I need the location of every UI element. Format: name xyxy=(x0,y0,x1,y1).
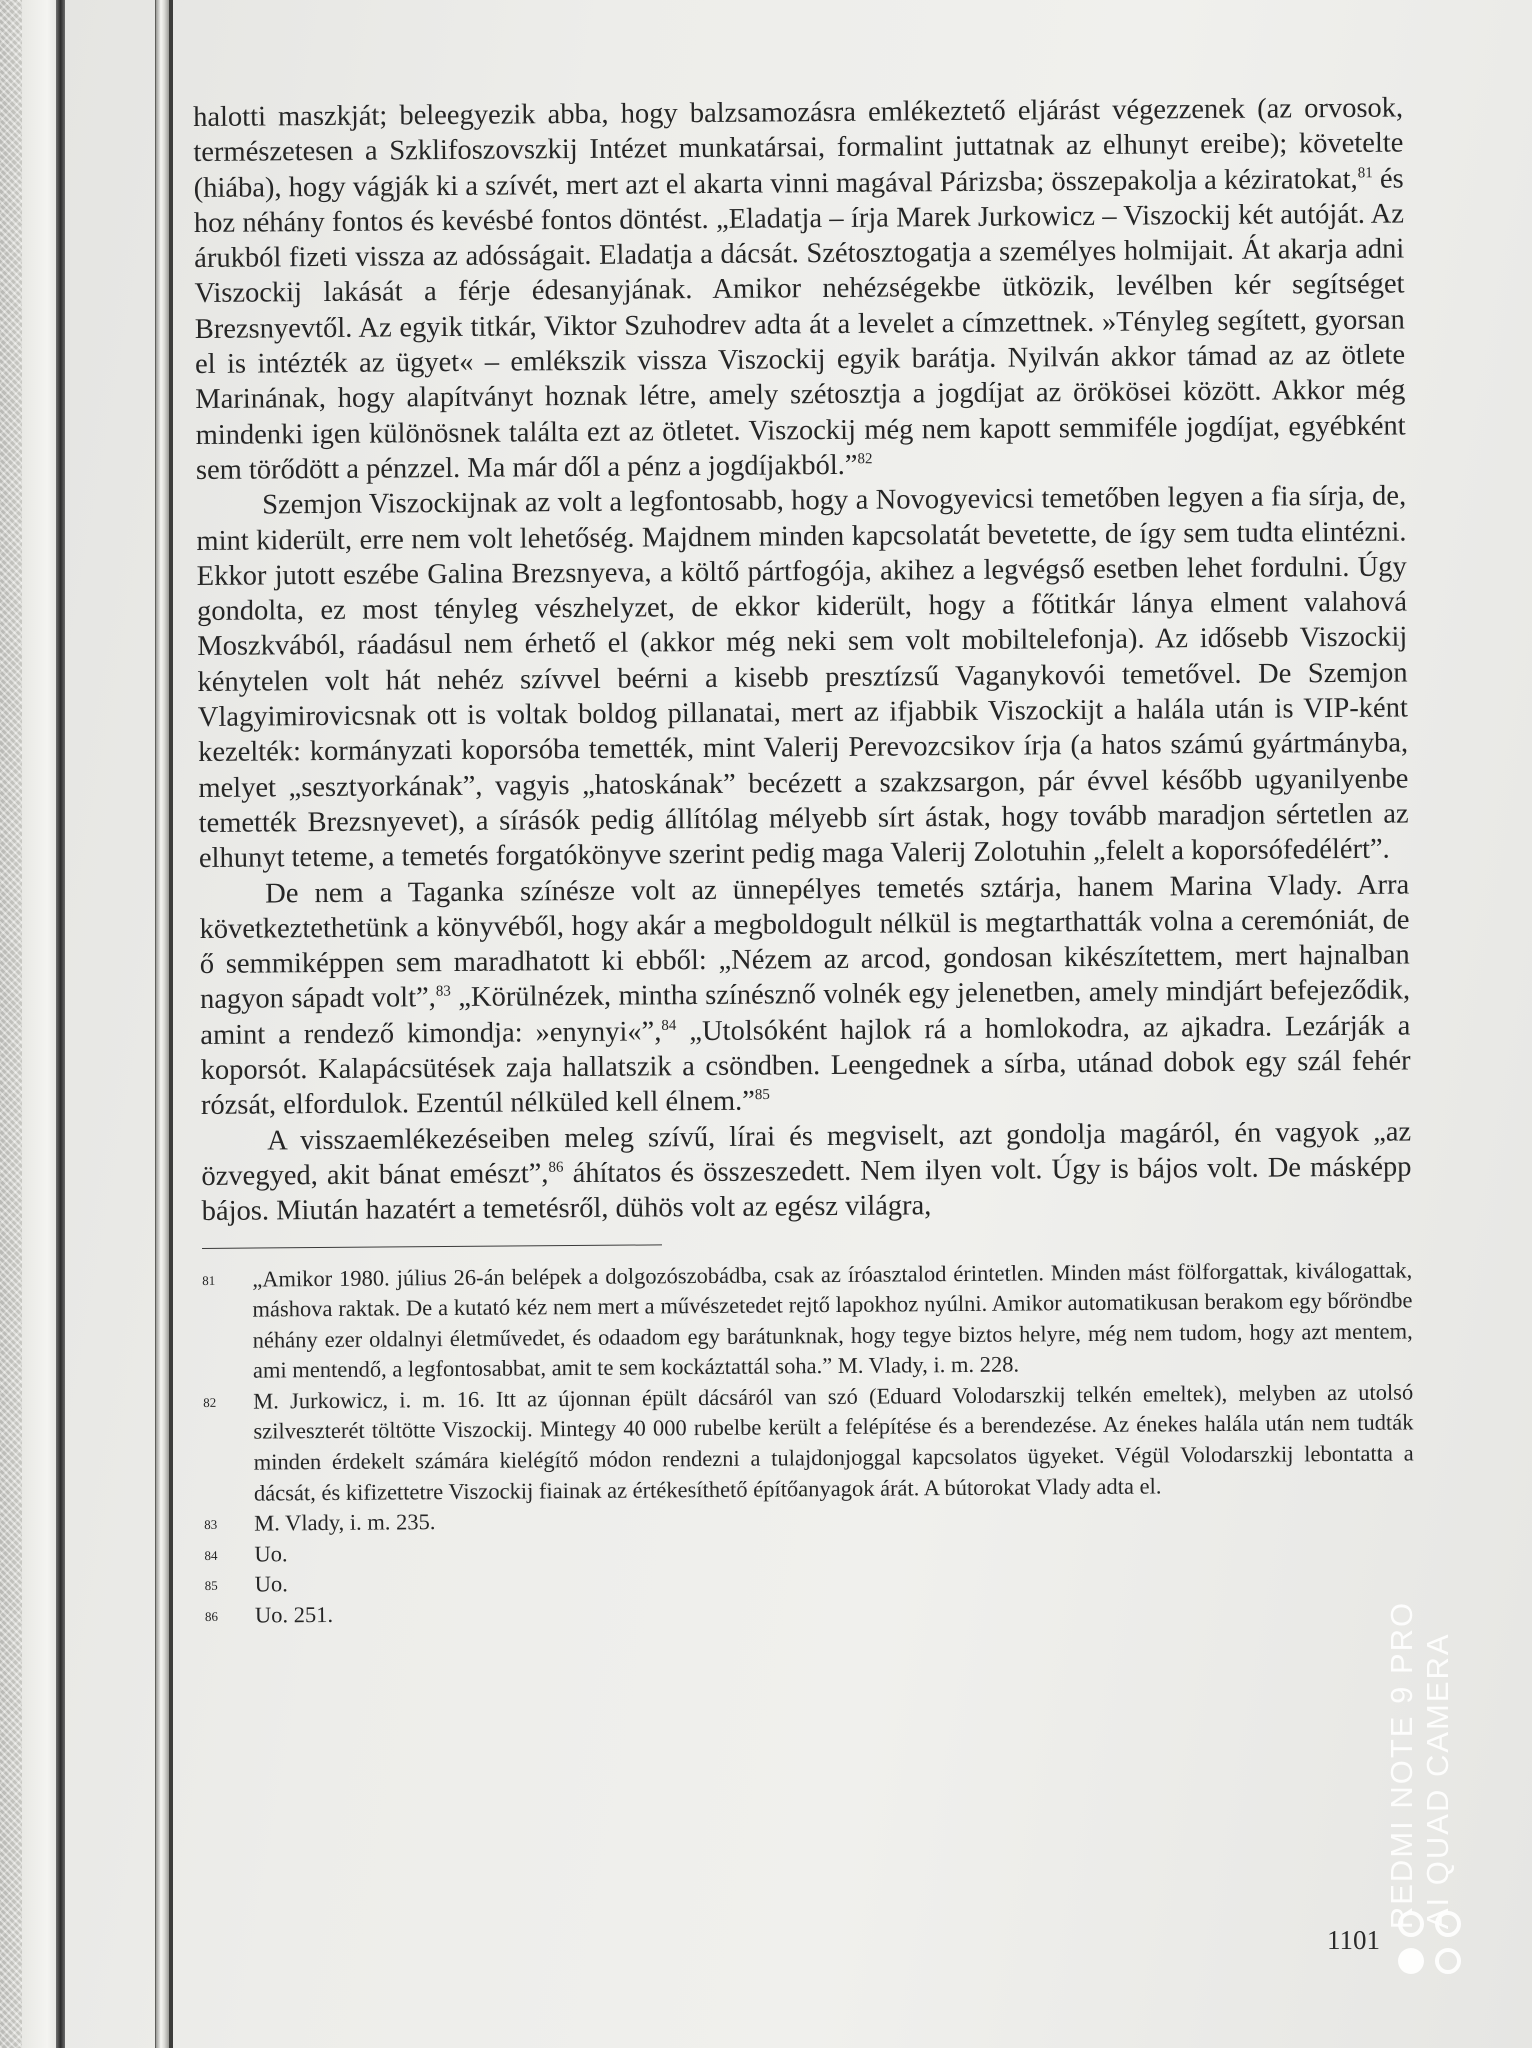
body-paragraph xyxy=(201,1114,1412,1229)
paragraph-text: A visszaemlékezéseiben meleg szívű, lírai és megviselt, azt gondolja magáról, én vagyok „az özvegyed, akit bánat emészt”, xyxy=(201,1116,1412,1192)
body-text xyxy=(193,90,1412,1229)
page-stack-edge xyxy=(155,0,170,2048)
footnote-separator xyxy=(202,1244,662,1249)
camera-logo-icon xyxy=(1392,1905,1467,1980)
body-paragraph xyxy=(199,867,1411,1124)
footnote-number: 84 xyxy=(204,1547,218,1563)
body-paragraph xyxy=(193,90,1406,488)
watermark-line-2: AI QUAD CAMERA xyxy=(1420,1632,1455,1930)
footnote-reference: 86 xyxy=(548,1159,564,1176)
footnote xyxy=(203,1377,1414,1509)
footnote-number: 85 xyxy=(204,1578,218,1594)
footnote-text: Uo. xyxy=(254,1541,288,1567)
page-content xyxy=(193,90,1415,1631)
footnote-number: 83 xyxy=(204,1517,218,1533)
footnote-list xyxy=(202,1255,1415,1632)
footnote-number: 82 xyxy=(203,1394,217,1410)
paragraph-text: Szemjon Viszockijnak az volt a legfontosabb, hogy a Novogyevicsi temetőben legyen a fia sírja, de, mint kiderült, erre nem volt lehetőség. Majdnem minden kapcsolatát bevetette, de így sem tudta elintézni. Ekkor jutott eszébe Galina Brezsnyeva, a költő pártfogója, akihez a legvégső esetben lehet fordulni. Úgy gondolta, ez most tényleg vészhelyzet, de ekkor kiderült, hogy a főtitkár lánya elment valahová Moszkvából, ráadásul nem érhető el (akkor még neki sem volt mobiltelefonja). Az idősebb Viszockij kénytelen volt hát nehéz szívvel beérni a kisebb presztízsű Vaganykovói temetővel. De Szemjon Vlagyimirovicsnak ott is voltak boldog pillanatai, mert az ifjabbik Viszockijt a halála után is VIP-ként kezelték: kormányzati koporsóba temették, mint Valerij Perevozcsikov írja (a hatos számú gyártmányba, melyet „sesztyorkának”, vagyis „hatoskának” becézett a szakzsargon, pár évvel később ugyanilyenbe temették Brezsnyevet), a sírásók pedig állítólag mélyebb sírt ástak, hogy tovább maradjon sértetlen az elhunyt teteme, a temetés forgatókönyve szerint pedig maga Valerij Zolotuhin „felelt a koporsófedélért”. xyxy=(196,480,1409,875)
paragraph-text: halotti maszkját; beleegyezik abba, hogy balzsamozásra emlékeztető eljárást végezzenek (az orvosok, természetesen a Szklifoszovszkij Intézet munkatársai, formalint juttatnak az elhunyt ereibe); követelte (hiába), hogy vágják ki a szívét, mert azt el akarta vinni magával Párizsba; összepakolja a kéziratokat, xyxy=(193,92,1404,204)
footnote-number: 86 xyxy=(204,1608,218,1624)
footnote-text: „Amikor 1980. július 26-án belépek a dolgozószobádba, csak az íróasztalod érintetlen. Minden mást fölforgattak, kiválogattak, máshova raktak. De a kutató kéz nem mert a művészetedet rejtő lapokhoz nyúlni. Amikor automatikusan berakom egy bőröndbe néhány ezer oldalnyi életművedet, és odaadom egy barátunknak, hogy tegye biztos helyre, még nem tudom, hogy azt mentem, ami mentendő, a legfontosabbat, amit te sem kockáztattál soha.” M. Vlady, i. m. 228. xyxy=(252,1256,1413,1383)
footnote-reference: 83 xyxy=(435,983,451,1001)
footnote xyxy=(202,1255,1413,1387)
paragraph-text: „Körülnézek, mintha színésznő volnék egy jelenetben, amely mindjárt befejeződik, amint a rendező kimondja: »enynyi«”, xyxy=(200,974,1411,1051)
body-paragraph xyxy=(196,479,1409,877)
watermark-text xyxy=(1384,1601,1456,1929)
watermark-line-1: REDMI NOTE 9 PRO xyxy=(1384,1600,1419,1930)
footnote-text: M. Vlady, i. m. 235. xyxy=(254,1509,436,1536)
footnote-reference: 85 xyxy=(754,1087,770,1104)
page-stack-shadow xyxy=(169,0,173,2048)
footnote-text: M. Jurkowicz, i. m. 16. Itt az újonnan épült dácsáról van szó (Eduard Volodarszkij telkén emeltek), melyben az utolsó szilveszterét töltötte Viszockij. Mintegy 40 000 rubelbe került a felépítése és a berendezése. Az énekes halála után nem tudták minden érdekelt számára kielégítő módon rendezni a tulajdonjoggal kapcsolatos ügyeket. Végül Volodarszkij lebontatta a dácsát, és kifizettetre Viszockij fiainak az értékesíthető építőanyagok árát. A bútorokat Vlady adta el. xyxy=(253,1379,1414,1506)
footnote-text: Uo. xyxy=(254,1571,288,1597)
footnote-reference: 81 xyxy=(1357,164,1373,181)
paragraph-text: De nem a Taganka színésze volt az ünnepélyes temetés sztárja, hanem Marina Vlady. Arra következtethetünk a könyvéből, hogy akár a megboldogult nélkül is megtarthatták volna a ceremóniát, de ő semmiképpen sem maradhatott ki ebből: „Nézem az arcod, gondosan kikészítettem, mert hajnalban nagyon sápadt volt”, xyxy=(199,869,1410,1016)
paragraph-text: és hoz néhány fontos és kevésbé fontos döntést. „Eladatja – írja Marek Jurkowicz – Viszockij két autóját. Az árukból fizeti vissza az adósságait. Eladatja a dácsát. Szétosztogatja a személyes holmijait. Át akarja adni Viszockij lakását a férje édesanyjának. Amikor nehézségekbe ütközik, levélben kér segítséget Brezsnyevtől. Az egyik titkár, Viktor Szuhodrev adta át a levelet a címzettnek. »Tényleg segített, gyorsan el is intézték az ügyet« – emlékszik vissza Viszockij egyik barátja. Nyilván akkor támad az az ötlete Marinának, hogy alapítványt hoznak létre, amely szétosztja a jogdíjat az örökösei között. Akkor még mindenki igen különösnek találta ezt az ötletet. Viszockij még nem kapott semmiféle jogdíjat, egyébként sem törődött a pénzzel. Ma már dől a pénz a jogdíjakból.” xyxy=(193,163,1406,486)
footnote-text: Uo. 251. xyxy=(254,1601,334,1628)
paragraph-text: „Utolsóként hajlok rá a homlokodra, az ajkadra. Lezárják a koporsót. Kalapácsütések zaja hallatszik a csöndben. Leengednek a sírba, utánad dobok egy szál fehér rózsát, elfordulok. Ezentúl nélküled kell élnem.” xyxy=(200,1010,1411,1122)
page-number: 1101 xyxy=(1327,1925,1380,1955)
book-gutter xyxy=(56,0,65,2048)
footnote-reference: 84 xyxy=(661,1017,677,1034)
paragraph-text: áhítatos és összeszedett. Nem ilyen volt. Úgy is bájos volt. De másképp bájos. Miután hazatért a temetésről, dühös volt az egész világra, xyxy=(201,1151,1412,1228)
footnote-reference: 82 xyxy=(857,451,873,468)
footnote-number: 81 xyxy=(202,1272,216,1288)
